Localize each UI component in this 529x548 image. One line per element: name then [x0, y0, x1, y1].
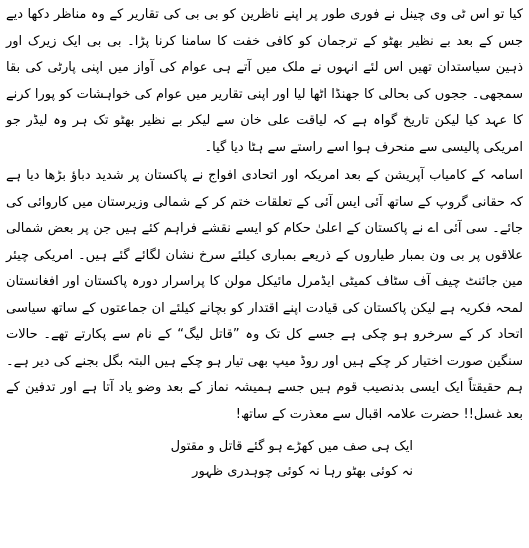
verse-couplet: [6, 434, 523, 484]
article-paragraph-2: اسامہ کے کامیاب آپریشن کے بعد امریکہ اور اتحادی افواج نے پاکستان پر شدید دباؤ بڑھا دیا ہے کہ حقانی گروپ کے ساتھ آئی ایس آئی کے تعلقات ختم کر کے شمالی وزیرستان میں کاروائی کی جائے۔ سی آئی اے نے پاکستان کے اعلیٰ حکام کو ایسے نقشے فراہم کئے ہیں جن پر بعض شمالی علاقوں پر بی ون بمبار طیاروں کے ذریعے بمباری کیلئے سرخ نشان لگائے گئے ہیں۔ امریکی چیئر مین جائنٹ چیف آف سٹاف کمیٹی ایڈمرل مائیکل مولن کا پراسرار دورہ پاکستان اور افغانستان لمحہ فکریہ ہے لیکن پاکستان کی قیادت اپنے اقتدار کو بچانے کیلئے ان جماعتوں کے ساتھ سیاسی اتحاد کر کے سرخرو ہو چکی ہے جسے کل تک وہ ”قاتل لیگ“ کے نام سے پکارتے تھے۔ حالات سنگین صورت اختیار کر چکے ہیں اور روڈ میپ بھی تیار ہو چکے ہیں البتہ بگل بجنے کی دیر ہے۔ ہم حقیقتاً ایک ایسی بدنصیب قوم ہیں جسے ہمیشہ نماز کے بعد وضو یاد آتا ہے اور تدفین کے بعد غسل!! حضرت علامہ اقبال سے معذرت کے ساتھ!: [6, 168, 523, 422]
verse-line-1: ایک ہی صف میں کھڑے ہو گئے قاتل و مقتول: [170, 439, 413, 454]
article-paragraph-1: کیا تو اس ٹی وی چینل نے فوری طور پر اپنے ناظرین کو بی بی کی تقاریر کے وہ مناظر دکھا دیے جس کے بعد بے نظیر بھٹو کے ترجمان کو کافی خفت کا سامنا کرنا پڑا۔ بی بی ایک زیرک اور ذہین سیاستدان تھیں اس لئے انہوں نے ملک میں آتے ہی عوام کی آواز میں اپنی پارٹی کی بقا سمجھی۔ ججوں کی بحالی کا جھنڈا اٹھا لیا اور اپنی تقاریر میں عوام کی خواہشات کو پورا کرنے کا عہد کیا لیکن تاریخ گواہ ہے کہ لیاقت علی خان سے لیکر بے نظیر بھٹو تک ہر وہ لیڈر جو امریکی پالیسی سے منحرف ہوا اسے راستے سے ہٹا دیا گیا۔: [6, 7, 523, 155]
verse-line-2: نہ کوئی بھٹو رہا نہ کوئی چوہدری ظہور: [192, 464, 413, 479]
